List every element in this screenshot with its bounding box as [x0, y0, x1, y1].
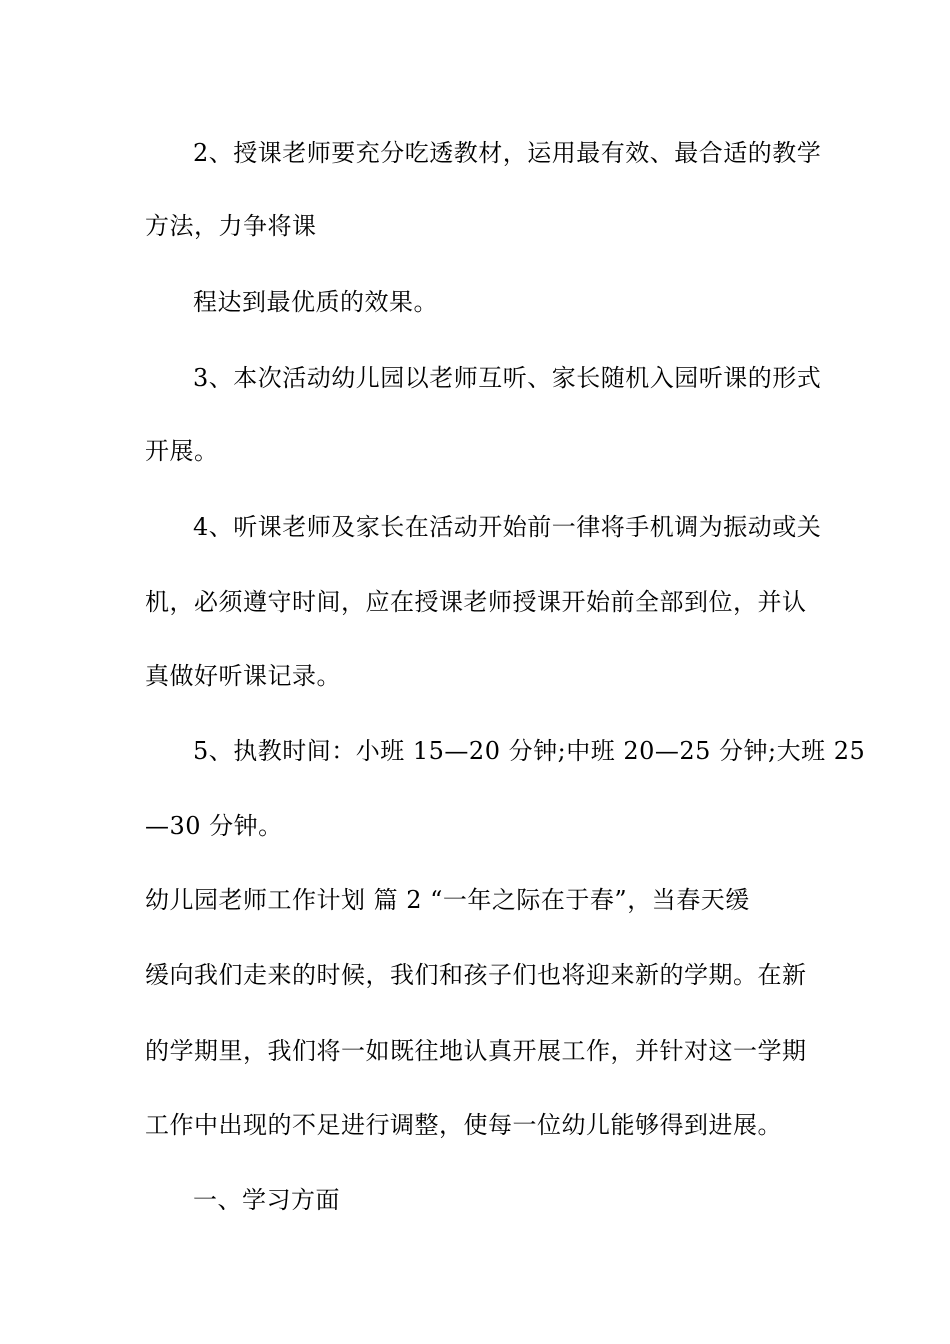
paragraph-3-line-2: 开展。: [145, 437, 219, 465]
paragraph-2-line-3: 程达到最优质的效果。: [193, 288, 438, 316]
paragraph-4-line-2: 机，必须遵守时间，应在授课老师授课开始前全部到位，并认: [145, 588, 807, 616]
paragraph-5-line-1: 5、执教时间：小班 15—20 分钟;中班 20—25 分钟;大班 25: [193, 737, 866, 765]
subsection-heading: 一、学习方面: [193, 1186, 340, 1214]
paragraph-4-line-1: 4、听课老师及家长在活动开始前一律将手机调为振动或关: [193, 513, 822, 541]
paragraph-intro-line-4: 工作中出现的不足进行调整，使每一位幼儿能够得到进展。: [145, 1111, 782, 1139]
paragraph-5-line-2: —30 分钟。: [145, 812, 283, 840]
paragraph-2-line-2: 方法，力争将课: [145, 212, 317, 240]
paragraph-4-line-3: 真做好听课记录。: [145, 662, 341, 690]
section-heading-line: 幼儿园老师工作计划 篇 2 “一年之际在于春”，当春天缓: [145, 886, 750, 914]
paragraph-2-line-1: 2、授课老师要充分吃透教材，运用最有效、最合适的教学: [193, 139, 822, 167]
paragraph-intro-line-3: 的学期里，我们将一如既往地认真开展工作，并针对这一学期: [145, 1037, 807, 1065]
paragraph-3-line-1: 3、本次活动幼儿园以老师互听、家长随机入园听课的形式: [193, 364, 822, 392]
paragraph-intro-line-2: 缓向我们走来的时候，我们和孩子们也将迎来新的学期。在新: [145, 961, 807, 989]
